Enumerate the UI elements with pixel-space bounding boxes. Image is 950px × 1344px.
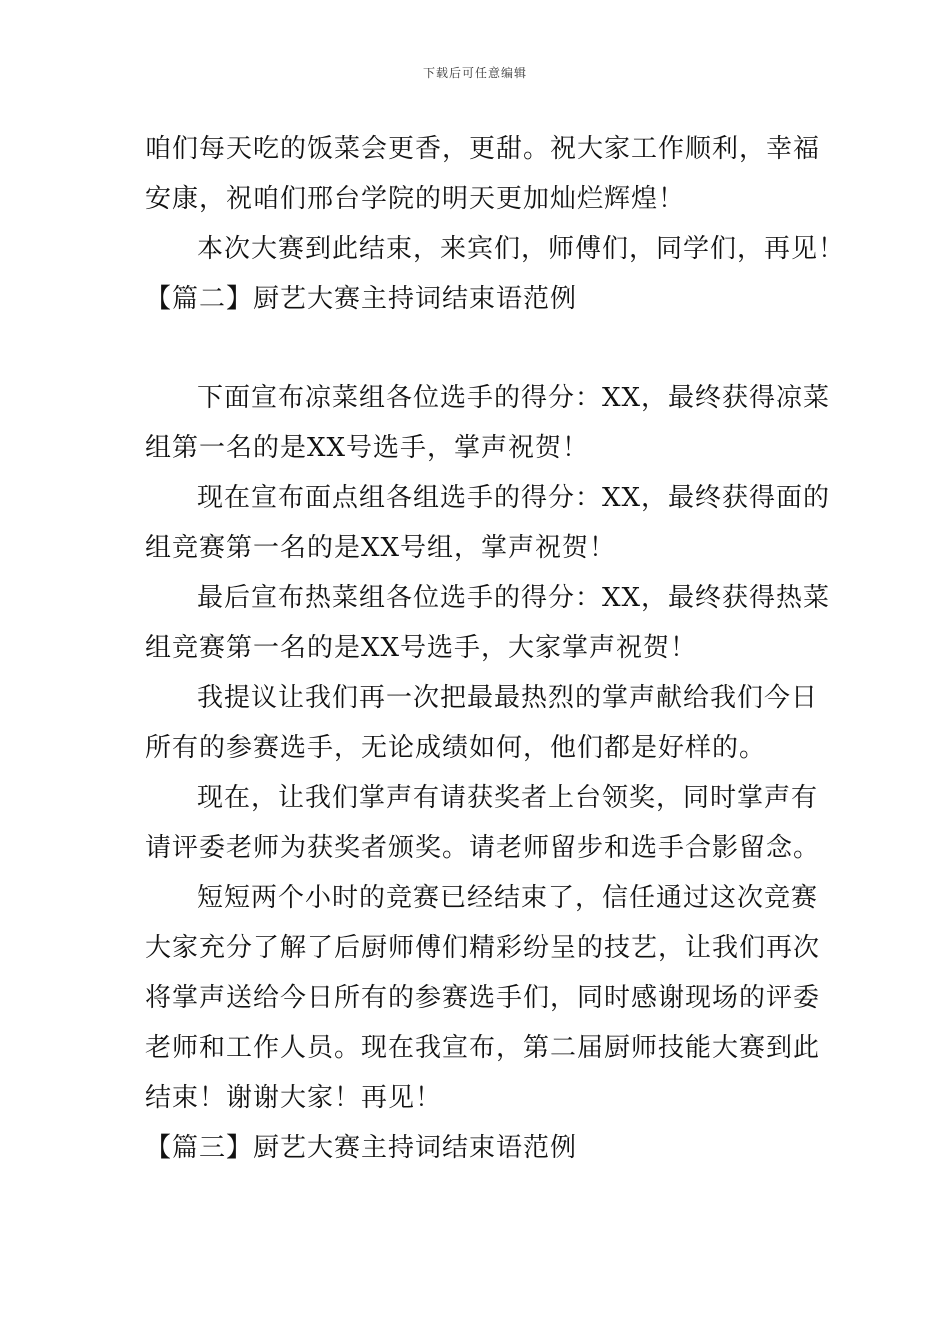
page-header: 下载后可任意编辑 [422,66,527,80]
body-line: 我提议让我们再一次把最最热烈的掌声献给我们今日 [197,683,819,713]
body-line: 短短两个小时的竞赛已经结束了，信任通过这次竞赛 [197,883,819,913]
body-line: 结束！谢谢大家！再见！ [145,1083,443,1113]
body-line: 老师和工作人员。现在我宣布，第二届厨师技能大赛到此 [145,1033,821,1063]
body-line: 现在，让我们掌声有请获奖者上台领奖，同时掌声有 [197,783,819,813]
body-line: 本次大赛到此结束，来宾们，师傅们，同学们，再见！ [197,234,846,264]
body-line: 大家充分了解了后厨师傅们精彩纷呈的技艺，让我们再次 [145,933,821,963]
section-heading: 【篇三】厨艺大赛主持词结束语范例 [145,1133,578,1163]
section-heading: 【篇二】厨艺大赛主持词结束语范例 [145,284,578,314]
body-line: 组竞赛第一名的是XX号组，掌声祝贺！ [145,533,617,563]
body-line: 咱们每天吃的饭菜会更香，更甜。祝大家工作顺利，幸福 [145,134,821,164]
body-line: 所有的参赛选手，无论成绩如何，他们都是好样的。 [145,733,767,763]
body-line: 组竞赛第一名的是XX号选手，大家掌声祝贺！ [145,633,698,663]
body-line: 下面宣布凉菜组各位选手的得分：XX，最终获得凉菜 [197,383,831,413]
body-line: 组第一名的是XX号选手，掌声祝贺！ [145,433,590,463]
body-line: 请评委老师为获奖者颁奖。请老师留步和选手合影留念。 [145,833,821,863]
body-line: 安康，祝咱们邢台学院的明天更加灿烂辉煌！ [145,184,686,214]
body-line: 最后宣布热菜组各位选手的得分：XX，最终获得热菜 [197,583,831,613]
body-line: 现在宣布面点组各组选手的得分：XX，最终获得面的 [197,483,831,513]
body-line: 将掌声送给今日所有的参赛选手们，同时感谢现场的评委 [145,983,821,1013]
